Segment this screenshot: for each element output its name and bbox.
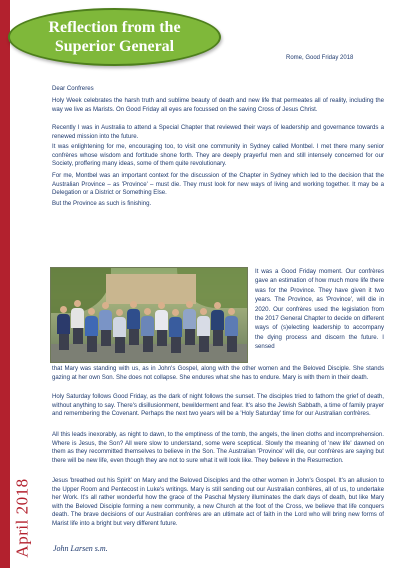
paragraph-8: All this leads inexorably, as night to dawn, to the emptiness of the tomb, the angels, the linen cloths and incomprehension. Where is Jesus, the Son? All were slow to understand, some were sceptical. Slowly the meaning of 'new life' dawned on them as they recommitted themselves to believe in the Son. The Australian 'Province' will die, our confrères are saying but there will be new life, even though they are not to sure what it will look like. They believe in the Resurrection. <box>52 431 384 464</box>
paragraph-6-wrapped: It was a Good Friday moment. Our confrères gave an estimation of how much more life there was for the Province. They have given it two years. The Province, as 'Province', will die in 2020. Our confrères used the legislation from the 2017 General Chapter to decide on different ways of (s)electing leadership to accompany the dying process and discern the future. I sensed <box>255 268 384 351</box>
paragraph-9: Jesus 'breathed out his Spirit' on Mary and the Beloved Disciples and the other women in John's Gospel. It's an allusion to the Upper Room and Pentecost in Luke's writings. Mary is still sending out our Australian confrères, all of us, to undertake her Work. It's all rather wonderful how the grace of the Paschal Mystery illuminates the dark days of death, but like Mary with the Beloved Disciple forming a new community, a new Church at the foot of the Cross, we believe that life conquers death. The brave decisions of our Australian confrères are an ultimate act of faith in the Lord who will bring new forms of Marist life into a bright but very different future. <box>52 477 384 527</box>
paragraph-1: Holy Week celebrates the harsh truth and sublime beauty of death and new life that permeates all of reality, including the way we live as Marists. On Good Friday all eyes are focussed on the saving Cross of Jesus Christ. <box>52 97 384 113</box>
paragraph-2: Recently I was in Australia to attend a Special Chapter that reviewed their ways of leadership and governance towards a renewed mission into the future. <box>52 124 384 140</box>
paragraph-5: But the Province as such is finishing. <box>52 200 152 207</box>
paragraph-7: Holy Saturday follows Good Friday, as the dark of night follows the sunset. The disciples tried to fathom the grief of death, without anything to say. There's disillusionment, bewilderment and fear. It's also the Jewish Sabbath, a time of family prayer and remembering the Covenant. Perhaps the next two years will be a 'Holy Saturday' time for our Australian confrères. <box>52 393 385 418</box>
issue-month-text: April 2018 <box>13 478 33 558</box>
issue-month-label <box>9 470 37 566</box>
greeting: Dear Confreres <box>52 85 94 92</box>
title-banner <box>8 8 221 66</box>
banner-title-line1: Reflection from the <box>48 19 181 36</box>
paragraph-6-continued: that Mary was standing with us, as in John's Gospel, along with the other women and the Beloved Disciple. She stands gazing at her own Son. She does not collapse. She endures what she has to endure. Mary is with them in their death. <box>52 365 384 381</box>
banner-title-line2: Superior General <box>54 38 175 55</box>
paragraph-3: It was enlightening for me, encouraging too, to visit one community in Sydney called Montbel. I met there many senior confrères whose wisdom and fortitude shone forth. They are deeply prayerful men and still intensely concerned for our Society, proffering many ideas, some of them quite revolutionary. <box>52 143 384 168</box>
signature: John Larsen s.m. <box>53 544 108 553</box>
paragraph-4: For me, Montbel was an important context for the discussion of the Chapter in Sydney which led to the decision that the Australian Province – as 'Province' – must die. They must look for new ways of living and working together. It may be a Delegation or a District or Something Else. <box>52 172 384 197</box>
group-photo <box>50 267 248 363</box>
dateline: Rome, Good Friday 2018 <box>286 55 354 61</box>
